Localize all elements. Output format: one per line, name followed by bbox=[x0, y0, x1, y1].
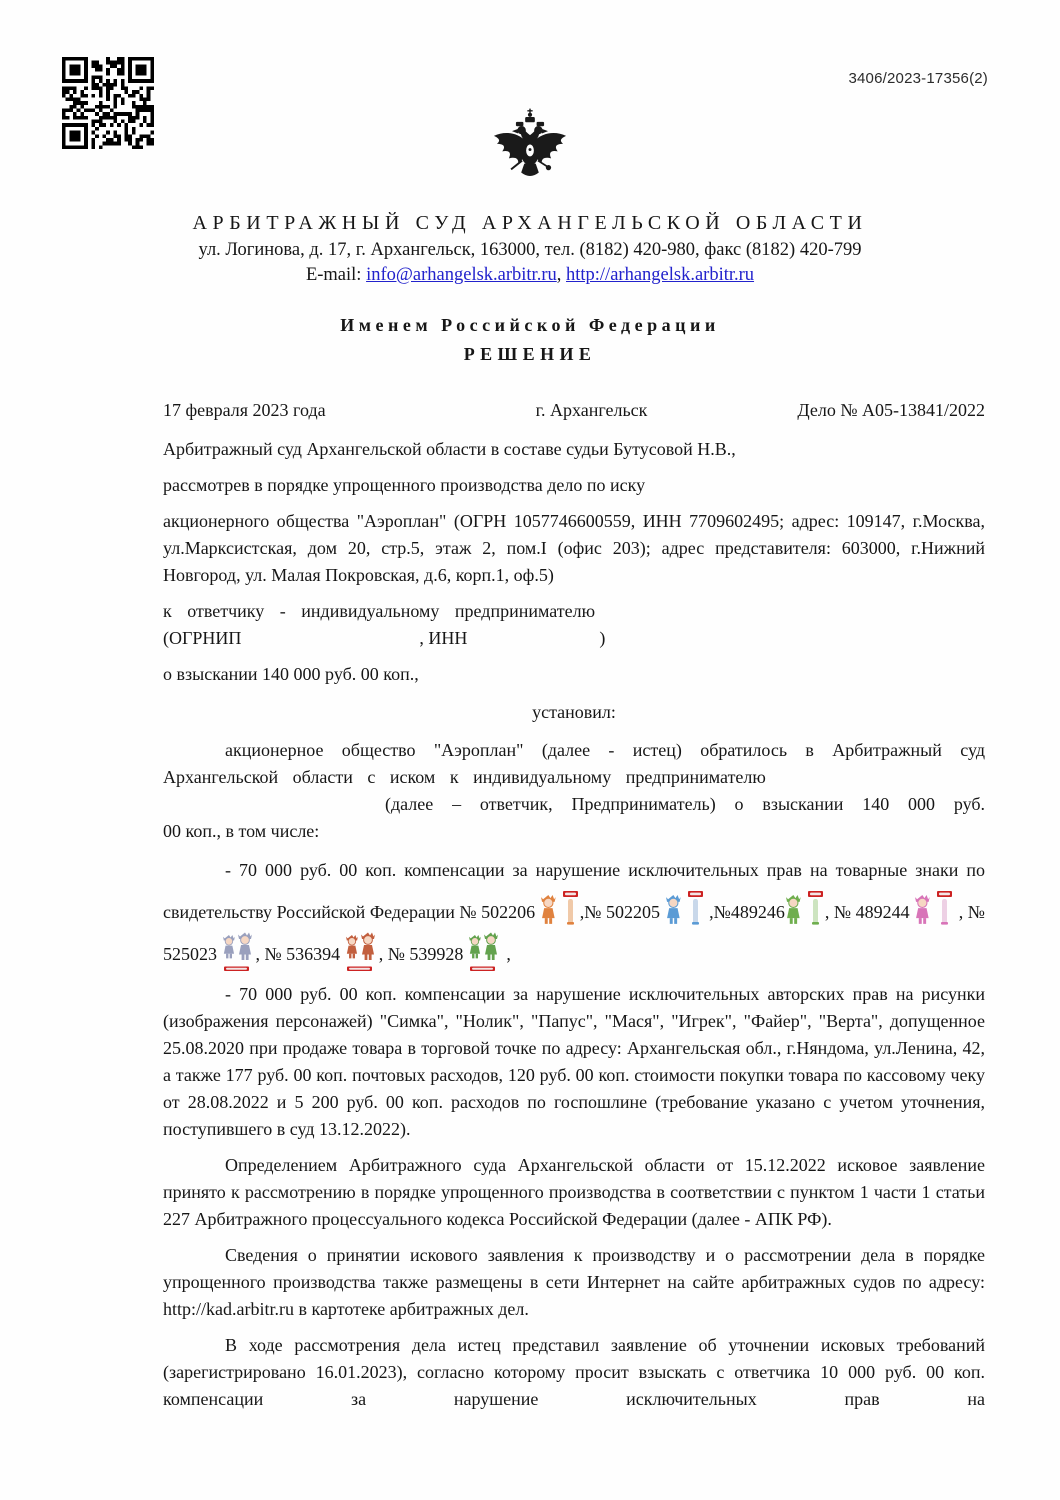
email-label: E-mail: bbox=[305, 265, 367, 286]
decision-body bbox=[163, 397, 985, 1413]
p1-line4: 00 коп., в том числе: bbox=[163, 821, 320, 841]
decision-city: г. Архангельск bbox=[535, 400, 648, 420]
tm-seg1: - 70 000 руб. 00 коп. компенсации за нарушение исключительных прав на товарные знаки по свидетельству Российской Федерации № 502206 bbox=[163, 860, 985, 922]
email-link[interactable]: info@arhangelsk.arbitr.ru bbox=[366, 265, 557, 286]
ruling-paragraph: Определением Арбитражного суда Архангельской области от 15.12.2022 исковое заявление принято к рассмотрению в порядке упрощенного производства в соответствии с пунктом 1 части 1 статьи 227 Арбитражного процессуального кодекса Российской Федерации (далее - АПК РФ). bbox=[163, 1155, 985, 1229]
trademark-image-489246 bbox=[785, 889, 825, 931]
trademark-image-539928 bbox=[468, 931, 502, 973]
tm-seg6: , № 536394 bbox=[255, 944, 345, 964]
tm-seg4: , № 489244 bbox=[824, 902, 915, 922]
inn-label: , ИНН bbox=[419, 628, 468, 648]
court-contacts bbox=[0, 264, 1060, 287]
ogrnip-label: (ОГРНИП bbox=[163, 628, 242, 648]
case-info-row bbox=[163, 397, 985, 424]
close-paren: ) bbox=[599, 628, 606, 648]
tm-seg8: , bbox=[501, 944, 511, 964]
copyright-paragraph: - 70 000 руб. 00 коп. компенсации за нарушение исключительных авторских прав на рисунки (изображения персонажей) "Симка", "Нолик", "Папус", "Мася", "Игрек", "Файер", "Верта", допущенное 25.08.2020 при продаже товара в торговой точке по адресу: Архангельская обл., г.Няндома, ул.Ленина, 42, а также 177 руб. 00 коп. почтовых расходов, 120 руб. 00 коп. стоимости покупки товара по кассовому чеку от 28.08.2022 и 5 200 руб. 00 коп. расходов по госпошлине (требование указано с учетом уточнения, поступившего в суд 13.12.2022). bbox=[163, 984, 985, 1139]
document-number: 3406/2023-17356(2) bbox=[848, 70, 988, 87]
trademark-image-489244 bbox=[914, 889, 954, 931]
trademark-image-502206 bbox=[540, 889, 580, 931]
clarification-paragraph: В ходе рассмотрения дела истец представил заявление об уточнении исковых требований (зарегистрировано 16.01.2023), согласно которому просит взыскать с ответчика 10 000 руб. 00 коп. компенсации за нарушение исключительных прав на bbox=[163, 1335, 985, 1409]
p1-line3-text: (далее – ответчик, Предприниматель) о взыскании 140 000 руб. bbox=[385, 794, 985, 814]
p1-line1: акционерное общество "Аэроплан" (далее - истец) обратилось в Арбитражный суд bbox=[225, 740, 985, 760]
tm-seg7: , № 539928 bbox=[378, 944, 468, 964]
review-line: рассмотрев в порядке упрощенного производства дело по иску bbox=[163, 475, 646, 495]
ustanovil-label: установил: bbox=[532, 702, 616, 722]
trademark-image-502205 bbox=[665, 889, 705, 931]
decision-word: РЕШЕНИЕ bbox=[463, 344, 597, 364]
qr-code bbox=[62, 57, 154, 149]
trademark-image-536394 bbox=[345, 931, 379, 973]
links-separator: , bbox=[556, 265, 566, 286]
trademarks-paragraph bbox=[163, 852, 985, 973]
kad-arbitr-paragraph: Сведения о принятии искового заявления к производству и о рассмотрении дела в порядке упрощенного производства также размещены в сети Интернет на сайте арбитражных судов по адресу: http://kad.arbitr.ru в картотеке арбитражных дел. bbox=[163, 1245, 985, 1319]
decision-title bbox=[0, 315, 1060, 365]
tm-seg3: ,№489246 bbox=[704, 902, 785, 922]
coat-of-arms-russia-icon bbox=[486, 104, 574, 201]
tm-seg2: ,№ 502205 bbox=[579, 902, 665, 922]
claim-line: о взыскании 140 000 руб. 00 коп., bbox=[163, 664, 419, 684]
court-header bbox=[0, 211, 1060, 287]
court-address: ул. Логинова, д. 17, г. Архангельск, 163000, тел. (8182) 420-980, факс (8182) 420-799 bbox=[198, 240, 862, 260]
p1-line3 bbox=[163, 791, 985, 818]
tm-seg5: , № 525023 bbox=[163, 902, 985, 964]
court-name: АРБИТРАЖНЫЙ СУД АРХАНГЕЛЬСКОЙ ОБЛАСТИ bbox=[192, 212, 868, 234]
website-link[interactable]: http://arhangelsk.arbitr.ru bbox=[566, 265, 755, 286]
plaintiff-paragraph: акционерного общества "Аэроплан" (ОГРН 1057746600559, ИНН 7709602495; адрес: 109147, г.Москва, ул.Марксистская, дом 20, стр.5, этаж 2, пом.I (офис 203); адрес представителя: 603000, г.Нижний Новгород, ул. Малая Покровская, д.6, корп.1, оф.5) bbox=[163, 511, 985, 585]
case-number: Дело № А05-13841/2022 bbox=[797, 400, 985, 420]
judge-line: Арбитражный суд Архангельской области в составе судьи Бутусовой Н.В., bbox=[163, 439, 736, 459]
defendant-line: к ответчику - индивидуальному предпринимателю bbox=[163, 601, 596, 621]
trademark-image-525023 bbox=[222, 931, 256, 973]
defendant-redacted-line bbox=[163, 625, 985, 652]
decision-date: 17 февраля 2023 года bbox=[163, 400, 326, 420]
in-the-name-line: Именем Российской Федерации bbox=[340, 315, 720, 335]
p1-line2: Архангельской области с иском к индивидуальному предпринимателю bbox=[163, 767, 766, 787]
